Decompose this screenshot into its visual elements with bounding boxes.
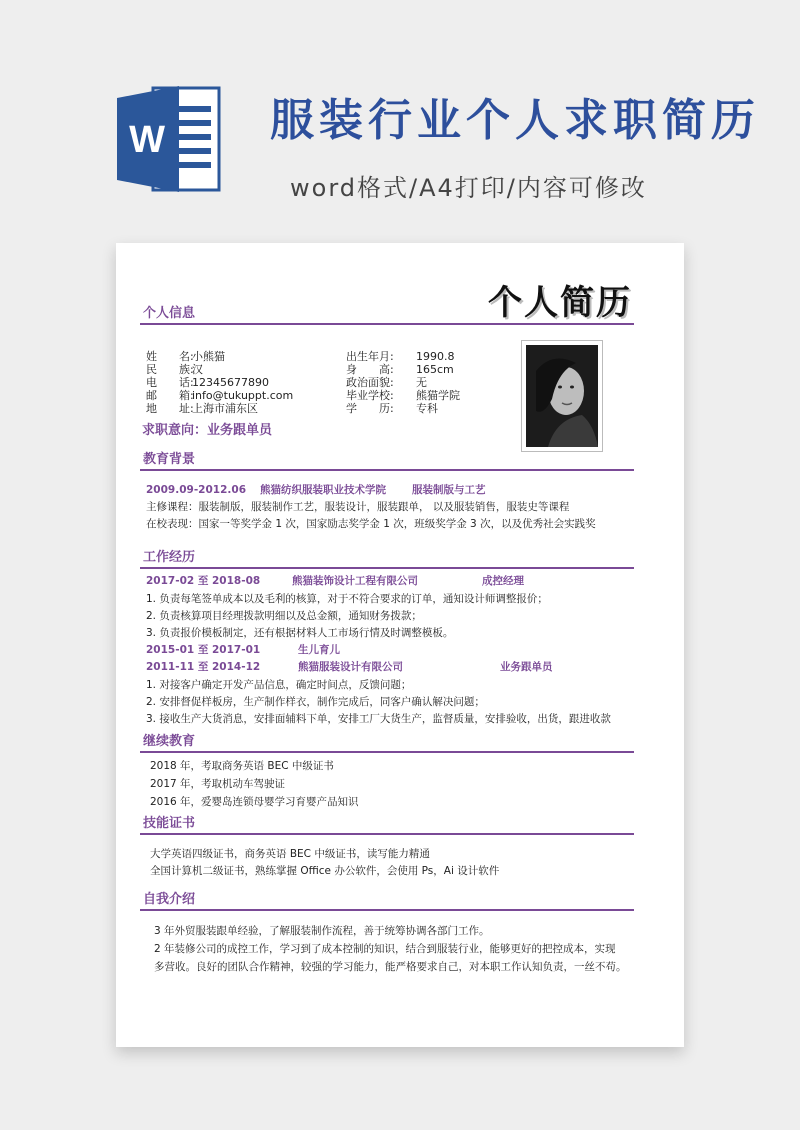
svg-text:W: W	[129, 119, 165, 161]
section-divider	[140, 909, 634, 911]
word-icon	[117, 84, 223, 194]
section-title: 自我介绍	[143, 892, 196, 907]
section-title: 工作经历	[143, 550, 196, 565]
job2-company: 熊猫服装设计有限公司	[298, 661, 403, 673]
edu-school: 熊猫纺织服装职业技术学院	[260, 484, 386, 496]
info-phone: 电 话:12345677890	[146, 376, 269, 389]
section-skills	[140, 815, 634, 835]
resume-page	[116, 243, 684, 1047]
job2-period: 2011-11 至 2014-12	[146, 661, 261, 673]
continuing-item: 2018 年，考取商务英语 BEC 中级证书	[150, 760, 334, 772]
gap-note: 生儿育儿	[298, 644, 340, 656]
job2-duty: 1. 对接客户确定开发产品信息，确定时间点，反馈问题；	[146, 679, 412, 691]
resume-title: 个人简历	[488, 283, 632, 323]
continuing-item: 2017 年，考取机动车驾驶证	[150, 778, 286, 790]
skill-item: 全国计算机二级证书，熟练掌握 Office 办公软件，会使用 Ps，Ai 设计软件	[150, 865, 500, 877]
info-height: 身 高: 165cm	[346, 363, 454, 376]
job2-duty: 3. 接收生产大货消息，安排面辅料下单，安排工厂大货生产，监督质量，安排验收，出货，跟进收款	[146, 713, 611, 725]
edu-performance: 在校表现：国家一等奖学金 1 次，国家励志奖学金 1 次，班级奖学金 3 次，以及优秀社会实践奖	[146, 518, 596, 530]
job2-title: 业务跟单员	[500, 661, 553, 673]
section-title: 技能证书	[143, 816, 196, 831]
section-self	[140, 891, 634, 911]
job2-duty: 2. 安排督促样板房，生产制作样衣，制作完成后，同客户确认解决问题；	[146, 696, 485, 708]
info-email: 邮 箱:info@tukuppt.com	[146, 389, 294, 402]
info-name: 姓 名:小熊猫	[146, 350, 225, 363]
self-intro-line: 2 年装修公司的成控工作，学习到了成本控制的知识，结合到服装行业，能够更好的把控成本，实现	[154, 943, 616, 955]
gap-period: 2015-01 至 2017-01	[146, 644, 261, 656]
section-personal	[140, 305, 634, 325]
edu-period: 2009.09-2012.06	[146, 484, 247, 496]
info-school: 毕业学校: 熊猫学院	[346, 389, 460, 402]
section-divider	[140, 751, 634, 753]
skill-item: 大学英语四级证书，商务英语 BEC 中级证书，读写能力精通	[150, 848, 430, 860]
info-ethnicity: 民 族:汉	[146, 363, 203, 376]
info-degree: 学 历: 专科	[346, 402, 438, 415]
section-divider	[140, 567, 634, 569]
section-divider	[140, 323, 634, 325]
info-political: 政治面貌: 无	[346, 376, 427, 389]
profile-photo	[521, 340, 603, 452]
job1-duty: 1. 负责每笔签单成本以及毛利的核算，对于不符合要求的订单，通知设计师调整报价；	[146, 593, 548, 605]
self-intro-line: 多营收。良好的团队合作精神，较强的学习能力，能严格要求自己，对本职工作认知负责，一丝不苟。	[154, 961, 627, 973]
section-divider	[140, 833, 634, 835]
edu-major: 服装制版与工艺	[412, 484, 486, 496]
job1-duty: 2. 负责核算项目经理拨款明细以及总金额，通知财务拨款；	[146, 610, 422, 622]
section-work	[140, 549, 634, 569]
section-continuing	[140, 733, 634, 753]
job1-title: 成控经理	[482, 575, 524, 587]
info-birth: 出生年月: 1990.8	[346, 350, 455, 363]
self-intro-line: 3 年外贸服装跟单经验，了解服装制作流程，善于统筹协调各部门工作。	[154, 925, 490, 937]
banner-subtitle: word格式/A4打印/内容可修改	[290, 174, 647, 202]
info-address: 地 址:上海市浦东区	[146, 402, 258, 415]
section-title: 继续教育	[143, 734, 196, 749]
job1-duty: 3. 负责报价模板制定，还有根据材料人工市场行情及时调整模板。	[146, 627, 454, 639]
edu-courses: 主修课程：服装制版，服装制作工艺，服装设计，服装跟单， 以及服装销售，服装史等课程	[146, 501, 570, 513]
banner-title: 服装行业个人求职简历	[270, 95, 760, 146]
job1-company: 熊猫装饰设计工程有限公司	[292, 575, 418, 587]
section-education	[140, 451, 634, 471]
section-divider	[140, 469, 634, 471]
section-title: 教育背景	[143, 452, 196, 467]
job-intent: 求职意向：业务跟单员	[142, 423, 273, 438]
continuing-item: 2016 年，爱婴岛连锁母婴学习育婴产品知识	[150, 796, 359, 808]
job1-period: 2017-02 至 2018-08	[146, 575, 261, 587]
section-title: 个人信息	[143, 306, 196, 321]
